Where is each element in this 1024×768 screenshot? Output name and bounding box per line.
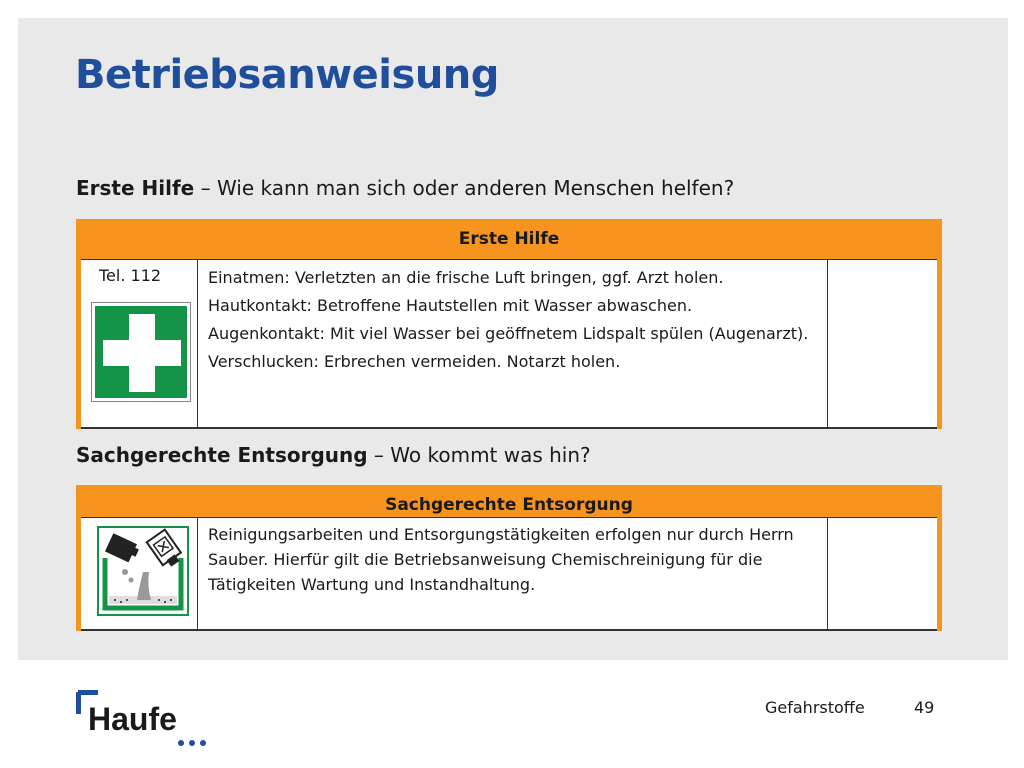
first-aid-box-title: Erste Hilfe [458, 229, 560, 249]
emergency-phone: Tel. 112 [99, 266, 162, 285]
footer-topic: Gefahrstoffe [765, 698, 865, 717]
disposal-icon [97, 526, 189, 616]
first-aid-cross-icon [91, 302, 191, 402]
instruction-eye-contact: Augenkontakt: Mit viel Wasser bei geöffnetem Lidspalt spülen (Augenarzt). [208, 324, 809, 343]
instruction-inhalation: Einatmen: Verletzten an die frische Luft bringen, ggf. Arzt holen. [208, 268, 724, 287]
disposal-instructions [198, 518, 828, 629]
first-aid-box-body [81, 259, 937, 429]
disposal-text: Reinigungsarbeiten und Entsorgungstätigkeiten erfolgen nur durch Herrn Sauber. Hierfür gilt die Betriebsanweisung Chemischreinigung für die Tätigkeiten Wartung und Instandhaltung. [208, 525, 794, 594]
disposal-symbol-cell [81, 518, 198, 629]
haufe-logo [76, 690, 216, 754]
section-heading-rest: – Wie kann man sich oder anderen Menschen helfen? [194, 176, 735, 200]
first-aid-instructions [198, 260, 828, 427]
page-number: 49 [914, 698, 935, 717]
section-heading-bold: Erste Hilfe [76, 176, 195, 200]
section-heading-disposal [76, 443, 591, 467]
logo-text: Haufe [88, 701, 177, 737]
section-heading-first-aid [76, 176, 734, 200]
first-aid-box [76, 219, 942, 429]
section-heading-rest: – Wo kommt was hin? [367, 443, 591, 467]
instruction-swallowing: Verschlucken: Erbrechen vermeiden. Notarzt holen. [208, 352, 621, 371]
first-aid-empty-cell [828, 260, 937, 427]
disposal-box [76, 485, 942, 631]
disposal-box-body [81, 517, 937, 631]
first-aid-symbol-cell [81, 260, 198, 427]
disposal-empty-cell [828, 518, 937, 629]
section-heading-bold: Sachgerechte Entsorgung [76, 443, 368, 467]
instruction-skin-contact: Hautkontakt: Betroffene Hautstellen mit Wasser abwaschen. [208, 296, 693, 315]
disposal-box-title-text: Sachgerechte Entsorgung [385, 495, 633, 515]
disposal-box-title [76, 485, 942, 519]
page-title: Betriebsanweisung [75, 52, 499, 98]
